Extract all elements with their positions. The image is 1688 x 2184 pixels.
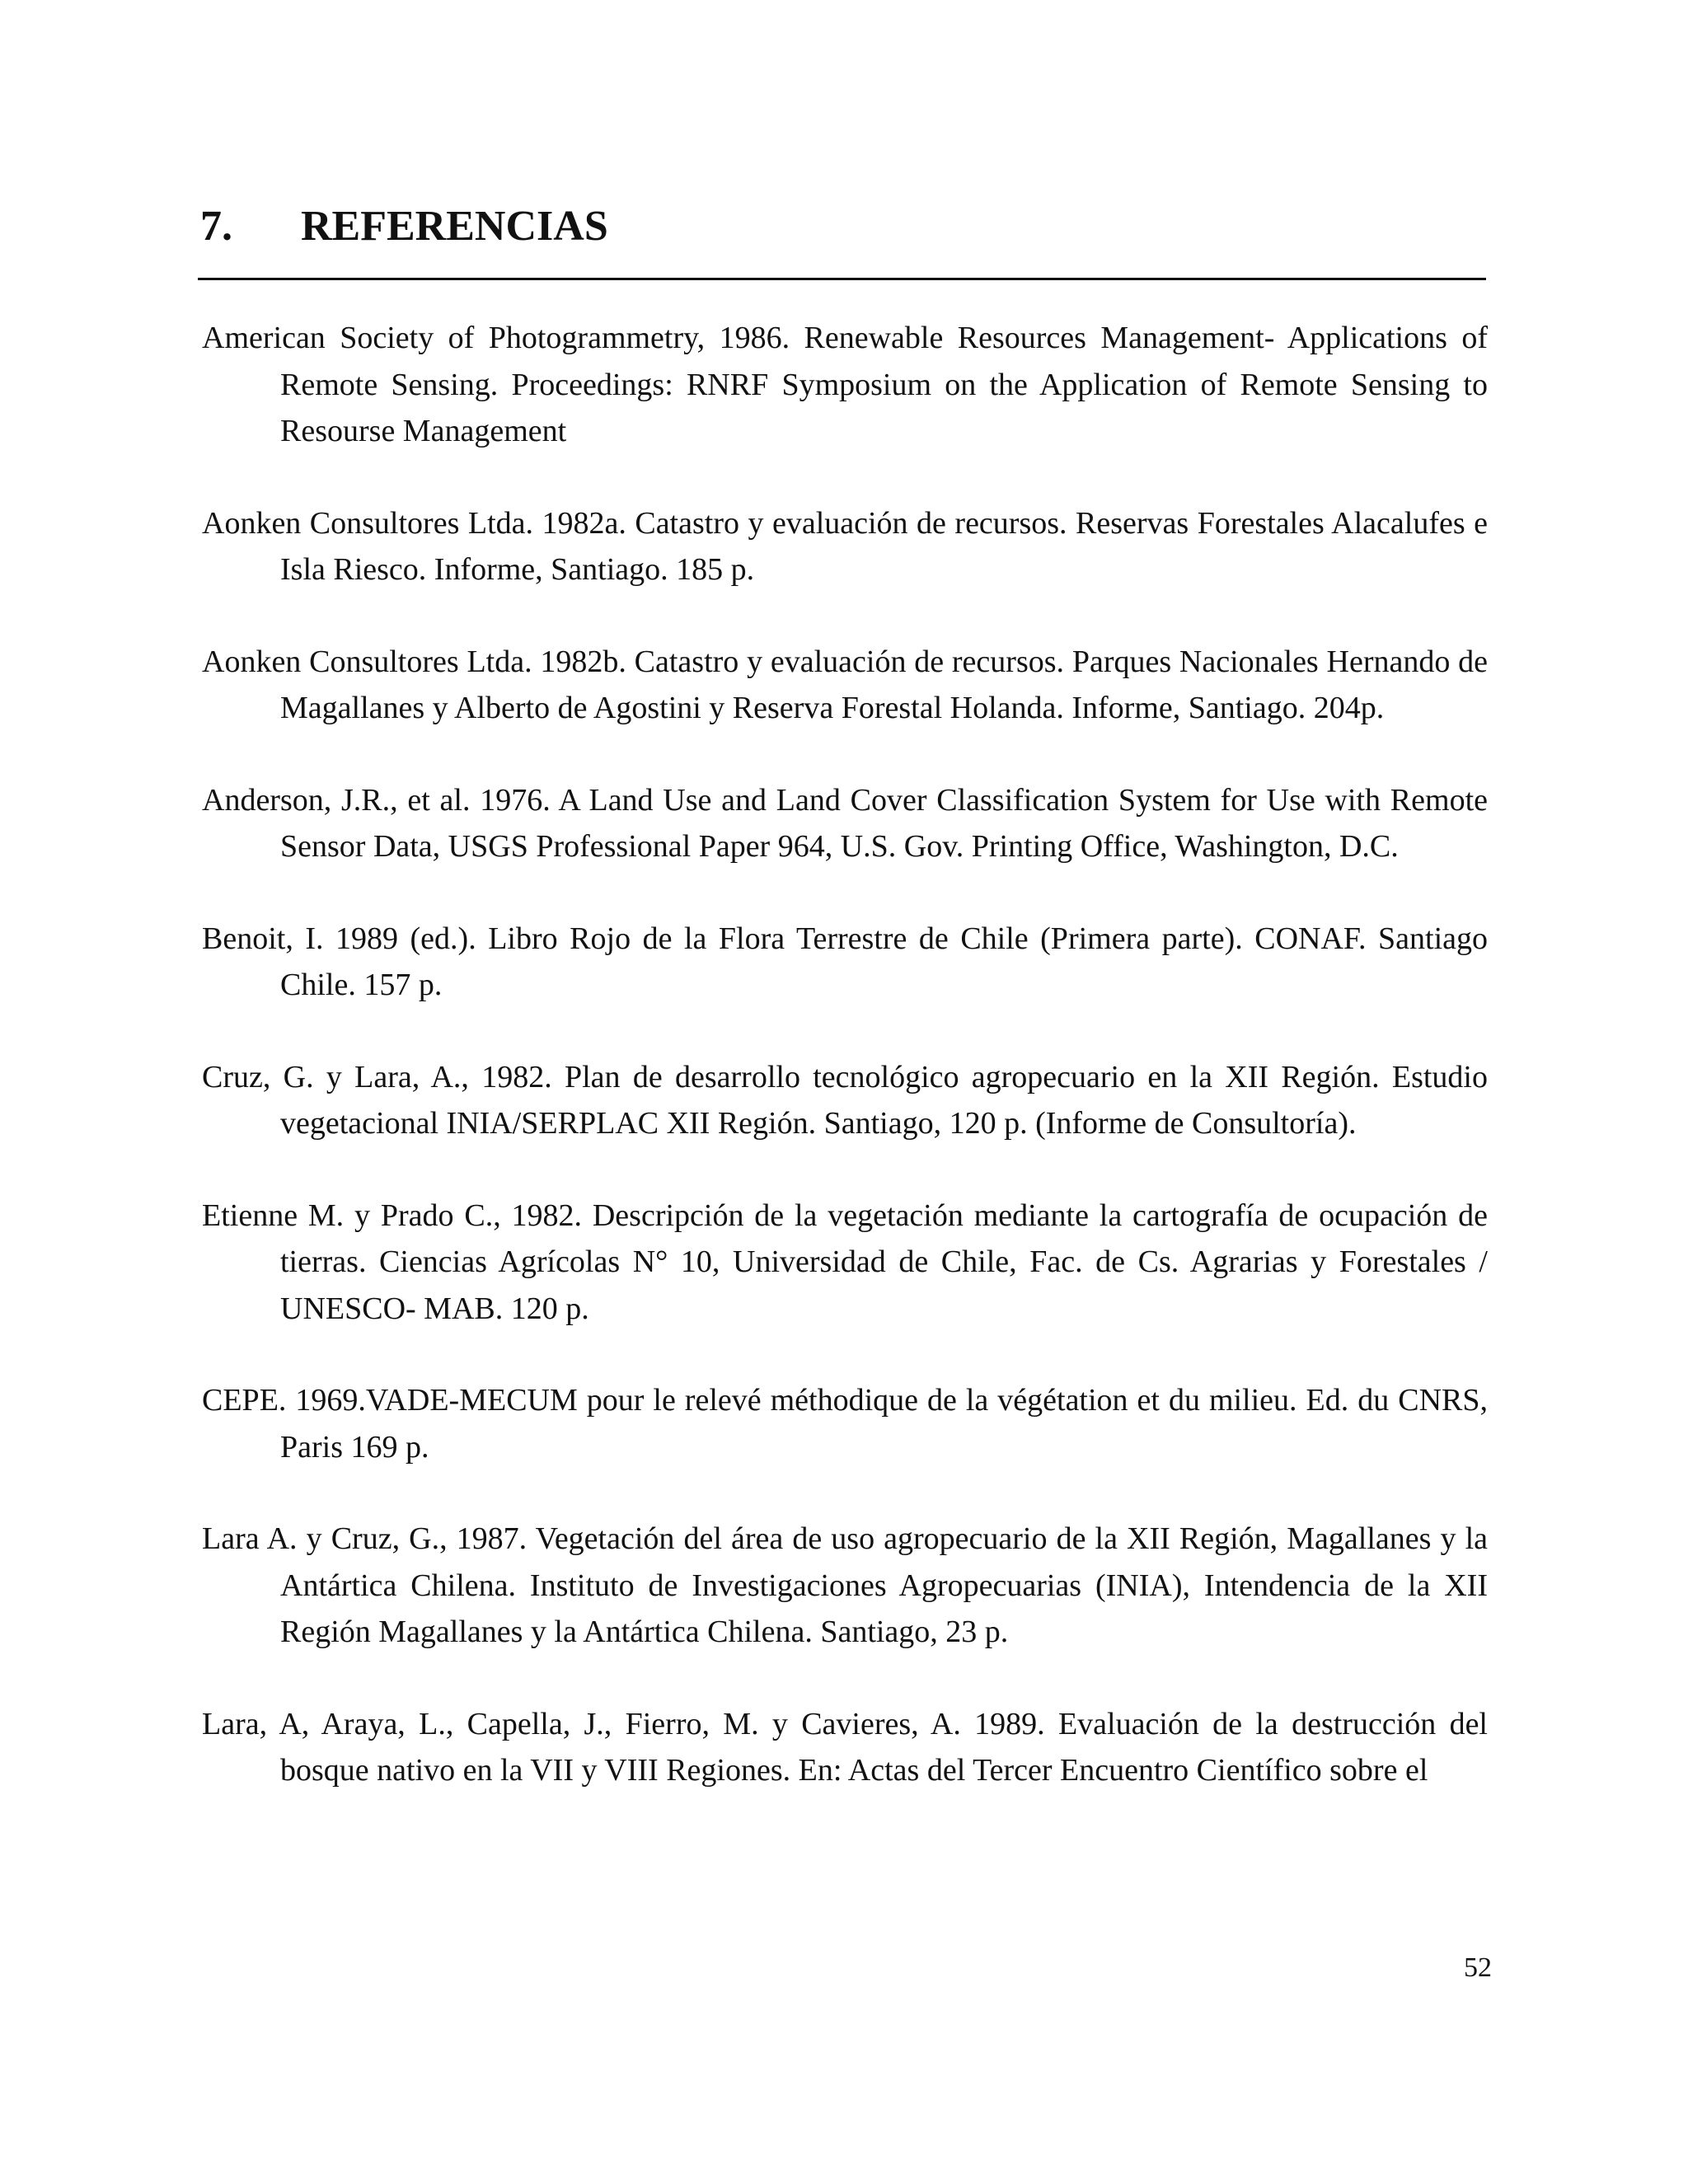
reference-item: Aonken Consultores Ltda. 1982b. Catastro y evaluación de recursos. Parques Nacionales Hernando de Magallanes y Alberto de Agostini y Reserva Forestal Holanda. Informe, Santiago. 204p. bbox=[202, 644, 1488, 725]
reference-item: Cruz, G. y Lara, A., 1982. Plan de desarrollo tecnológico agropecuario en la XII Región. Estudio vegetacional INIA/SERPLAC XII Región. Santiago, 120 p. (Informe de Consultoría). bbox=[202, 1059, 1488, 1141]
reference-item: American Society of Photogrammetry, 1986. Renewable Resources Management- Applications of Remote Sensing. Proceedings: RNRF Symposium on the Application of Remote Sensing to Resourse Management bbox=[202, 321, 1488, 448]
reference-item: Anderson, J.R., et al. 1976. A Land Use and Land Cover Classification System for Use with Remote Sensor Data, USGS Professional Paper 964, U.S. Gov. Printing Office, Washington, D.C. bbox=[202, 782, 1488, 864]
reference-item: Aonken Consultores Ltda. 1982a. Catastro y evaluación de recursos. Reservas Forestales Alacalufes e Isla Riesco. Informe, Santiago. 185 p. bbox=[202, 505, 1488, 587]
section-heading bbox=[200, 198, 608, 255]
section-title: REFERENCIAS bbox=[301, 203, 608, 250]
heading-rule bbox=[198, 278, 1486, 280]
reference-list bbox=[202, 315, 1488, 1840]
section-number: 7. bbox=[200, 203, 232, 250]
reference-item: CEPE. 1969.VADE-MECUM pour le relevé méthodique de la végétation et du milieu. Ed. du CNRS, Paris 169 p. bbox=[202, 1383, 1488, 1465]
reference-item: Lara A. y Cruz, G., 1987. Vegetación del área de uso agropecuario de la XII Región, Magallanes y la Antártica Chilena. Instituto de Investigaciones Agropecuarias (INIA), Intendencia de la XII Región Magallanes y la Antártica Chilena. Santiago, 23 p. bbox=[202, 1521, 1488, 1649]
reference-item: Etienne M. y Prado C., 1982. Descripción de la vegetación mediante la cartografía de ocupación de tierras. Ciencias Agrícolas N° 10, Universidad de Chile, Fac. de Cs. Agrarias y Forestales / UNESCO- MAB. 120 p. bbox=[202, 1197, 1488, 1326]
page-number: 52 bbox=[1464, 1952, 1492, 1983]
reference-item: Lara, A, Araya, L., Capella, J., Fierro, M. y Cavieres, A. 1989. Evaluación de la destrucción del bosque nativo en la VII y VIII Regiones. En: Actas del Tercer Encuentro Científico sobre el bbox=[202, 1706, 1488, 1788]
reference-item: Benoit, I. 1989 (ed.). Libro Rojo de la Flora Terrestre de Chile (Primera parte). CONAF. Santiago Chile. 157 p. bbox=[202, 921, 1488, 1002]
